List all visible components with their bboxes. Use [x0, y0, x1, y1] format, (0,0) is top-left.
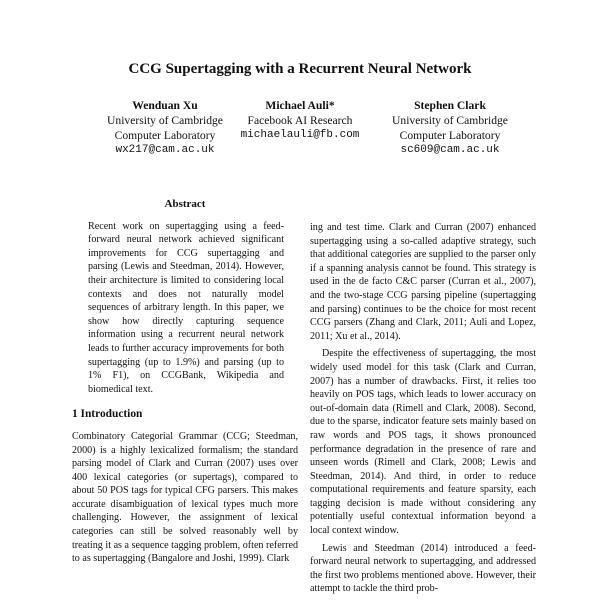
abstract-text: Recent work on supertagging using a feed-forward neural network achieved significant improvements for CCG supertagging and parsing (Lewis and Steedman, 2014). However, their architecture is limited to considering local contexts and does not naturally model sequences of arbitrary length. In this paper, we show how directly capturing sequence information using a recurrent neural network leads to further accuracy improvements for both supertagging (up to 1.9%) and parsing (up to 1% F1), on CCGBank, Wikipedia and biomedical text.: [88, 220, 284, 395]
author-email: michaelauli@fb.com: [240, 129, 360, 141]
author-name: Stephen Clark: [414, 99, 486, 112]
author-block-3: [370, 98, 530, 158]
body-paragraph: Despite the effectiveness of supertagging, the most widely used model for this task (Clark and Curran, 2007) has a number of drawbacks. First, it relies too heavily on POS tags, which leads to lower accuracy on out-of-domain data (Rimell and Clark, 2008). Second, due to the sparse, indicator feature sets mainly based on raw words and POS tags, it shows pronounced performance degradation in the presence of rare and unseen words (Rimell and Clark, 2008; Lewis and Steedman, 2014). And third, in order to reduce computational requirements and feature sparsity, each tagging decision is made without considering any potentially useful contextual information beyond a local context window.: [310, 348, 536, 537]
right-column: [310, 221, 536, 596]
section-heading-introduction: 1 Introduction: [72, 408, 143, 421]
author-department: Computer Laboratory: [114, 129, 216, 142]
author-email: wx217@cam.ac.uk: [115, 144, 215, 156]
author-department: Computer Laboratory: [399, 129, 501, 142]
author-email: sc609@cam.ac.uk: [400, 144, 500, 156]
author-block-2: [220, 98, 380, 143]
author-name: Michael Auli*: [265, 99, 335, 112]
author-affiliation: Facebook AI Research: [247, 114, 353, 127]
body-paragraph: ing and test time. Clark and Curran (2007) enhanced supertagging using a so-called adaptive strategy, such that additional categories are supplied to the parser only if a spanning analysis cannot be found. This strategy is used in the de facto C&C parser (Curran et al., 2007), and the two-stage CCG parsing pipeline (supertagging and parsing) continues to be the choice for most recent CCG parsers (Zhang and Clark, 2011; Auli and Lopez, 2011; Xu et al., 2014).: [310, 222, 536, 342]
body-paragraph: Lewis and Steedman (2014) introduced a feed-forward neural network to supertagging, and addressed the first two problems mentioned above. However, their attempt to tackle the third prob-: [310, 542, 536, 595]
author-affiliation: University of Cambridge: [107, 114, 223, 127]
intro-paragraph: Combinatory Categorial Grammar (CCG; Steedman, 2000) is a highly lexicalized formalism; the standard parsing model of Clark and Curran (2007) uses over 400 lexical categories (or supertags), compared to about 50 POS tags for typical CFG parsers. This makes accurate disambiguation of lexical types much more challenging. However, the assignment of lexical categories can still be solved reasonably well by treating it as a sequence tagging problem, often referred to as supertagging (Bangalore and Joshi, 1999). Clark: [72, 430, 298, 565]
author-affiliation: University of Cambridge: [392, 114, 508, 127]
paper-title: CCG Supertagging with a Recurrent Neural Network: [128, 61, 472, 77]
abstract-heading: Abstract: [164, 198, 206, 210]
author-name: Wenduan Xu: [132, 99, 198, 112]
left-column: [72, 198, 298, 566]
